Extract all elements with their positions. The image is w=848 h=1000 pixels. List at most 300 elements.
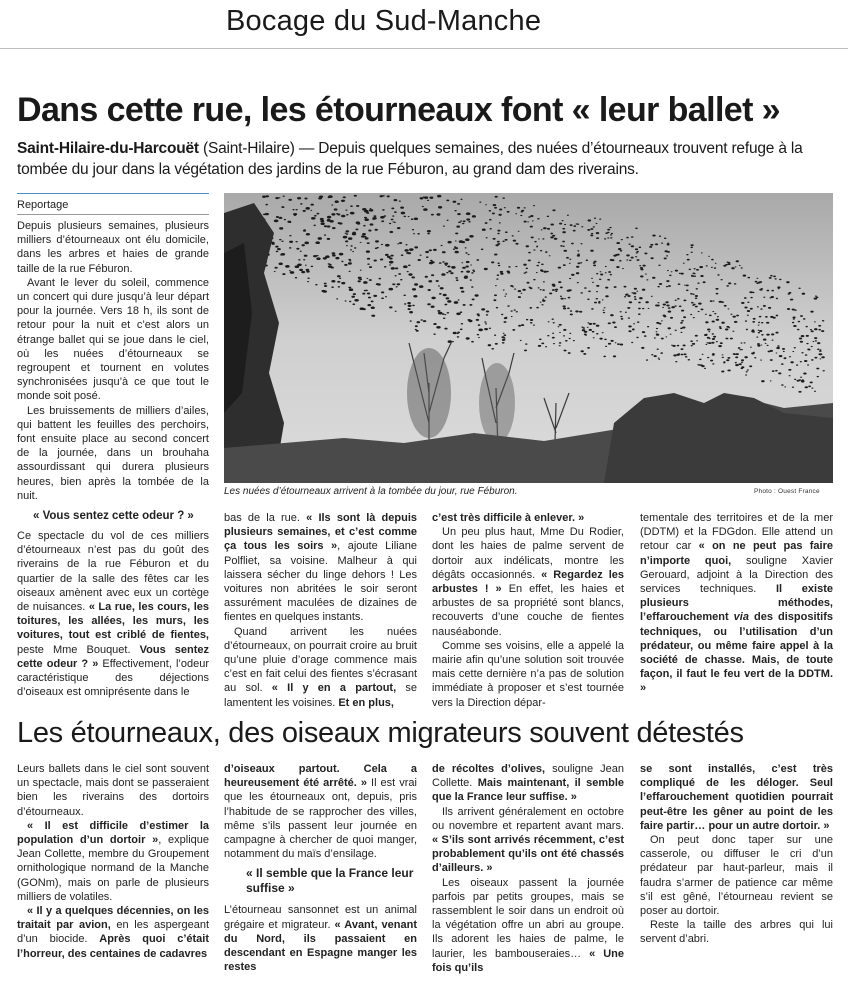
bird-mark — [395, 311, 397, 312]
bird-mark — [514, 309, 516, 310]
bird-mark — [502, 197, 505, 199]
bird-mark — [819, 353, 823, 355]
bird-mark — [456, 226, 460, 228]
bird-mark — [581, 327, 583, 328]
bird-mark — [596, 237, 599, 239]
bird-mark — [789, 356, 791, 357]
lead-text: Depuis quelques semaines, des nuées d’étourneaux trouvent refuge à la tombée du jour dans la végétation des jardins de la rue Féburon, au grand dam des riverains. — [17, 140, 803, 178]
bird-mark — [821, 330, 824, 332]
bird-mark — [577, 223, 579, 224]
bird-mark — [526, 268, 528, 269]
bird-mark — [307, 278, 309, 279]
bird-mark — [679, 273, 681, 274]
bird-mark — [677, 298, 680, 300]
bird-mark — [492, 212, 495, 214]
bird-mark — [701, 252, 703, 253]
bird-mark — [497, 233, 500, 235]
bird-mark — [741, 349, 743, 350]
bird-mark — [344, 264, 347, 266]
bird-mark — [822, 320, 825, 322]
bird-mark — [772, 370, 775, 372]
bird-mark — [405, 244, 407, 245]
bird-mark — [341, 215, 345, 218]
bird-mark — [678, 353, 680, 354]
bird-mark — [716, 293, 719, 295]
bird-mark — [489, 228, 492, 230]
article1-column-2 — [224, 511, 417, 710]
bird-mark — [522, 289, 526, 291]
bird-mark — [507, 211, 510, 213]
bird-mark — [763, 297, 765, 298]
bird-mark — [668, 307, 671, 309]
bird-mark — [380, 216, 385, 219]
bird-mark — [672, 345, 675, 347]
bird-mark — [720, 342, 723, 344]
bird-mark — [520, 293, 522, 294]
bird-mark — [636, 251, 639, 253]
bird-mark — [821, 356, 824, 358]
bird-mark — [719, 301, 723, 303]
bird-mark — [545, 251, 548, 253]
bird-mark — [611, 259, 614, 261]
bird-mark — [805, 326, 807, 327]
bird-mark — [349, 301, 351, 302]
bird-mark — [815, 295, 817, 296]
bird-mark — [570, 310, 573, 312]
bird-mark — [457, 213, 460, 215]
bird-mark — [468, 254, 470, 255]
bird-mark — [461, 271, 464, 273]
bird-mark — [621, 239, 623, 240]
bird-mark — [485, 204, 487, 205]
text-run: en les aspergeant d’un biocide. — [17, 919, 209, 946]
bird-mark — [350, 212, 355, 215]
bird-mark — [727, 262, 729, 263]
bird-mark — [457, 203, 460, 205]
bird-mark — [661, 320, 663, 321]
bird-mark — [427, 230, 431, 232]
bird-mark — [429, 249, 432, 251]
bird-mark — [407, 302, 411, 304]
bird-mark — [571, 274, 575, 276]
paragraph — [432, 511, 624, 525]
bird-mark — [310, 204, 313, 206]
bird-mark — [793, 316, 796, 318]
bird-mark — [798, 321, 801, 323]
bird-mark — [816, 368, 819, 370]
bird-mark — [712, 321, 715, 323]
bird-mark — [394, 275, 396, 276]
bird-mark — [751, 330, 754, 332]
bird-mark — [368, 230, 371, 232]
bird-mark — [332, 254, 336, 256]
paragraph — [224, 625, 417, 710]
bird-mark — [517, 207, 520, 209]
rubric-label: Reportage — [17, 199, 69, 211]
bird-mark — [588, 219, 592, 221]
bird-mark — [505, 239, 508, 241]
bird-mark — [563, 335, 565, 336]
bird-mark — [801, 352, 803, 353]
bird-mark — [776, 315, 779, 317]
bird-mark — [320, 220, 324, 222]
bird-mark — [489, 328, 491, 329]
bird-mark — [573, 340, 575, 341]
bird-mark — [652, 234, 655, 236]
bird-mark — [403, 265, 408, 268]
bird-mark — [736, 315, 739, 317]
bird-mark — [555, 289, 558, 291]
bird-mark — [563, 264, 566, 266]
bird-mark — [763, 339, 766, 341]
bird-mark — [391, 267, 395, 270]
bird-mark — [477, 315, 480, 317]
bird-mark — [478, 329, 483, 332]
bird-mark — [635, 248, 638, 250]
bird-mark — [481, 248, 484, 250]
bird-mark — [757, 343, 760, 345]
bird-mark — [767, 290, 770, 292]
bird-mark — [648, 308, 650, 309]
bird-mark — [650, 244, 653, 246]
bird-mark — [811, 388, 813, 389]
bird-mark — [690, 293, 693, 295]
bird-mark — [504, 207, 506, 208]
bird-mark — [594, 218, 596, 219]
bird-mark — [708, 256, 710, 257]
bird-mark — [564, 250, 567, 252]
bird-mark — [716, 341, 718, 342]
bird-mark — [281, 206, 284, 208]
bird-mark — [447, 300, 451, 303]
bird-mark — [533, 279, 536, 281]
bird-mark — [442, 251, 446, 253]
paragraph — [17, 529, 209, 699]
bird-mark — [427, 233, 430, 235]
bird-mark — [499, 209, 502, 211]
subheading: « Il semble que la France leur suffise » — [246, 866, 414, 896]
bird-mark — [369, 266, 372, 268]
bird-mark — [380, 195, 384, 197]
bird-mark — [673, 354, 676, 356]
bird-mark — [498, 214, 501, 216]
bird-mark — [569, 338, 571, 339]
bird-mark — [727, 263, 730, 265]
bird-mark — [292, 209, 294, 210]
bird-mark — [655, 243, 658, 245]
bird-mark — [599, 218, 601, 219]
bird-mark — [348, 287, 351, 289]
bird-mark — [463, 220, 466, 222]
paragraph — [640, 762, 833, 833]
bird-mark — [782, 348, 785, 350]
bird-mark — [794, 379, 796, 380]
bird-mark — [408, 308, 411, 310]
bird-mark — [364, 236, 367, 238]
bird-mark — [410, 320, 412, 321]
bird-mark — [812, 341, 814, 342]
bird-mark — [463, 304, 466, 306]
bird-mark — [634, 298, 637, 300]
bird-mark — [667, 244, 670, 246]
bird-mark — [663, 315, 666, 317]
bird-mark — [596, 232, 600, 234]
bird-mark — [526, 319, 529, 321]
bird-mark — [708, 342, 711, 344]
bird-mark — [527, 221, 529, 222]
bird-mark — [695, 335, 698, 337]
bird-mark — [299, 269, 303, 271]
text-run: Effectivement, l’odeur caractéristique des déjections d’oiseaux est omniprésente dans le — [17, 657, 209, 699]
bird-mark — [551, 318, 553, 319]
bird-mark — [276, 251, 279, 253]
bird-mark — [790, 299, 793, 301]
bird-mark — [425, 251, 429, 253]
bird-mark — [580, 292, 582, 294]
paragraph: Reste la taille des arbres qui lui servent d’abri. — [640, 919, 833, 946]
bird-mark — [528, 259, 531, 261]
bird-mark — [667, 270, 669, 271]
bird-mark — [518, 231, 520, 232]
bird-mark — [285, 265, 290, 268]
bird-mark — [640, 269, 643, 271]
bird-mark — [728, 308, 730, 309]
bird-mark — [786, 281, 789, 283]
quote: « on ne peut pas faire n’importe quoi, — [640, 540, 833, 567]
bird-mark — [759, 330, 762, 332]
bird-mark — [411, 276, 415, 278]
bird-mark — [749, 365, 752, 367]
bird-mark — [494, 207, 497, 209]
bird-mark — [716, 319, 720, 321]
bird-mark — [808, 386, 811, 388]
bird-mark — [779, 355, 783, 357]
bird-mark — [376, 247, 378, 248]
bird-mark — [484, 328, 488, 330]
bird-mark — [327, 225, 331, 227]
bird-mark — [366, 250, 370, 253]
bird-mark — [494, 254, 496, 255]
bird-mark — [820, 349, 822, 350]
bird-mark — [711, 342, 714, 344]
bird-mark — [607, 229, 610, 231]
bird-mark — [508, 266, 511, 268]
bird-mark — [717, 316, 719, 317]
bird-mark — [391, 208, 394, 210]
bird-mark — [668, 327, 671, 329]
bird-mark — [500, 273, 503, 275]
bird-mark — [805, 354, 808, 356]
bird-mark — [625, 293, 628, 295]
bird-mark — [443, 294, 447, 296]
bird-mark — [690, 314, 692, 315]
text-run: Un peu plus haut, Mme Du Rodier, dont les haies de palme servent de dortoir aux indélicats, montre les dégâts occasionnés. — [432, 526, 624, 581]
bird-mark — [750, 297, 752, 298]
bird-mark — [364, 218, 368, 221]
bird-mark — [384, 266, 387, 268]
bird-mark — [445, 265, 447, 266]
bird-mark — [283, 196, 285, 197]
bird-mark — [397, 243, 399, 244]
bird-mark — [486, 237, 488, 238]
bird-mark — [677, 345, 680, 347]
bird-mark — [511, 316, 513, 317]
text-run: souligne Jean Collette. — [432, 763, 624, 790]
bird-mark — [745, 374, 747, 375]
bird-mark — [331, 280, 335, 283]
bird-mark — [315, 241, 320, 244]
bird-mark — [596, 291, 598, 292]
bird-mark — [559, 332, 561, 333]
bird-mark — [621, 318, 624, 320]
bird-mark — [598, 302, 601, 304]
bird-mark — [381, 297, 384, 299]
bird-mark — [703, 281, 706, 283]
bird-mark — [533, 205, 535, 206]
bird-mark — [446, 200, 449, 202]
bird-mark — [352, 303, 355, 305]
bird-mark — [395, 267, 398, 269]
bird-mark — [777, 345, 780, 347]
bird-mark — [443, 225, 445, 226]
bird-mark — [371, 306, 375, 309]
bird-mark — [775, 332, 778, 334]
bird-mark — [440, 287, 444, 289]
bird-mark — [568, 297, 571, 299]
bird-mark — [817, 349, 820, 351]
bird-mark — [370, 208, 372, 209]
bird-mark — [798, 391, 801, 393]
bird-mark — [593, 265, 596, 267]
bird-mark — [743, 275, 747, 277]
bird-mark — [482, 229, 486, 231]
bird-mark — [788, 293, 791, 295]
bird-mark — [272, 244, 274, 245]
bird-mark — [493, 238, 496, 240]
bird-mark — [437, 195, 441, 198]
bird-mark — [420, 197, 424, 199]
bird-mark — [781, 363, 784, 365]
bird-mark — [367, 242, 370, 244]
bird-mark — [536, 265, 539, 267]
bird-mark — [423, 208, 427, 211]
bird-mark — [765, 316, 768, 318]
bird-mark — [512, 329, 515, 331]
bird-mark — [814, 357, 817, 359]
bird-mark — [429, 262, 433, 264]
bird-mark — [265, 204, 268, 206]
bird-mark — [680, 354, 683, 356]
bird-mark — [407, 271, 409, 272]
bird-mark — [369, 209, 373, 212]
bird-mark — [801, 380, 805, 382]
bird-mark — [304, 198, 307, 200]
bird-mark — [446, 297, 450, 299]
bird-mark — [351, 296, 355, 298]
bird-mark — [387, 195, 390, 197]
bird-mark — [279, 227, 283, 230]
bird-mark — [412, 288, 416, 290]
bird-mark — [321, 222, 325, 225]
bird-mark — [684, 285, 686, 286]
bird-mark — [438, 285, 440, 286]
bird-mark — [425, 276, 428, 278]
bird-mark — [296, 248, 299, 250]
bird-mark — [631, 342, 633, 343]
bird-mark — [686, 290, 689, 292]
bird-mark — [444, 328, 447, 330]
bird-mark — [385, 244, 390, 247]
quote: Mais maintenant, il semble que la France leur suffise. » — [432, 777, 624, 804]
quote: « S’ils sont arrivés récemment, c’est probablement qu’ils ont été chassés d’ailleurs. » — [432, 834, 624, 875]
bird-mark — [552, 235, 555, 237]
paragraph — [224, 762, 417, 861]
paragraph — [640, 511, 833, 696]
bird-mark — [681, 310, 684, 312]
bird-mark — [695, 306, 698, 308]
bird-mark — [442, 261, 444, 262]
article1-column-1 — [17, 219, 209, 700]
bird-mark — [335, 257, 339, 260]
bird-mark — [750, 347, 752, 348]
bird-mark — [466, 261, 470, 263]
bird-mark — [324, 285, 327, 287]
bird-mark — [339, 223, 341, 224]
bird-mark — [289, 235, 291, 236]
bird-mark — [497, 262, 499, 263]
bird-mark — [610, 340, 613, 342]
bird-mark — [735, 364, 739, 366]
article-lead — [17, 138, 837, 180]
bird-mark — [376, 283, 379, 285]
bird-mark — [289, 270, 291, 271]
quote: « La rue, les cours, les toitures, les allées, les murs, les voitures, tout est criblé de fientes, — [17, 601, 209, 642]
bird-mark — [526, 245, 530, 247]
bird-mark — [414, 283, 418, 285]
bird-mark — [552, 209, 555, 211]
bird-mark — [639, 265, 641, 266]
bird-mark — [564, 298, 566, 299]
bird-mark — [352, 251, 354, 252]
paragraph — [432, 876, 624, 975]
bird-mark — [761, 334, 764, 336]
bird-mark — [548, 321, 550, 322]
bird-mark — [305, 265, 307, 266]
bird-mark — [469, 304, 472, 306]
bird-mark — [324, 225, 327, 227]
bird-mark — [760, 308, 762, 309]
bird-mark — [430, 260, 433, 262]
bird-mark — [468, 320, 472, 322]
bird-mark — [504, 334, 507, 336]
bird-mark — [284, 219, 286, 220]
bird-mark — [569, 259, 571, 260]
bird-mark — [589, 329, 592, 331]
bird-mark — [304, 255, 308, 257]
bird-mark — [438, 206, 442, 209]
bird-mark — [541, 343, 544, 345]
bird-mark — [624, 296, 626, 297]
bird-mark — [730, 314, 732, 315]
bird-mark — [694, 275, 696, 276]
bird-mark — [686, 254, 688, 255]
text-run: peste Mme Bouquet. — [17, 643, 140, 656]
bird-mark — [475, 294, 479, 296]
bird-mark — [721, 322, 724, 324]
bird-mark — [447, 241, 451, 244]
bird-mark — [610, 237, 612, 238]
bird-mark — [349, 271, 351, 272]
